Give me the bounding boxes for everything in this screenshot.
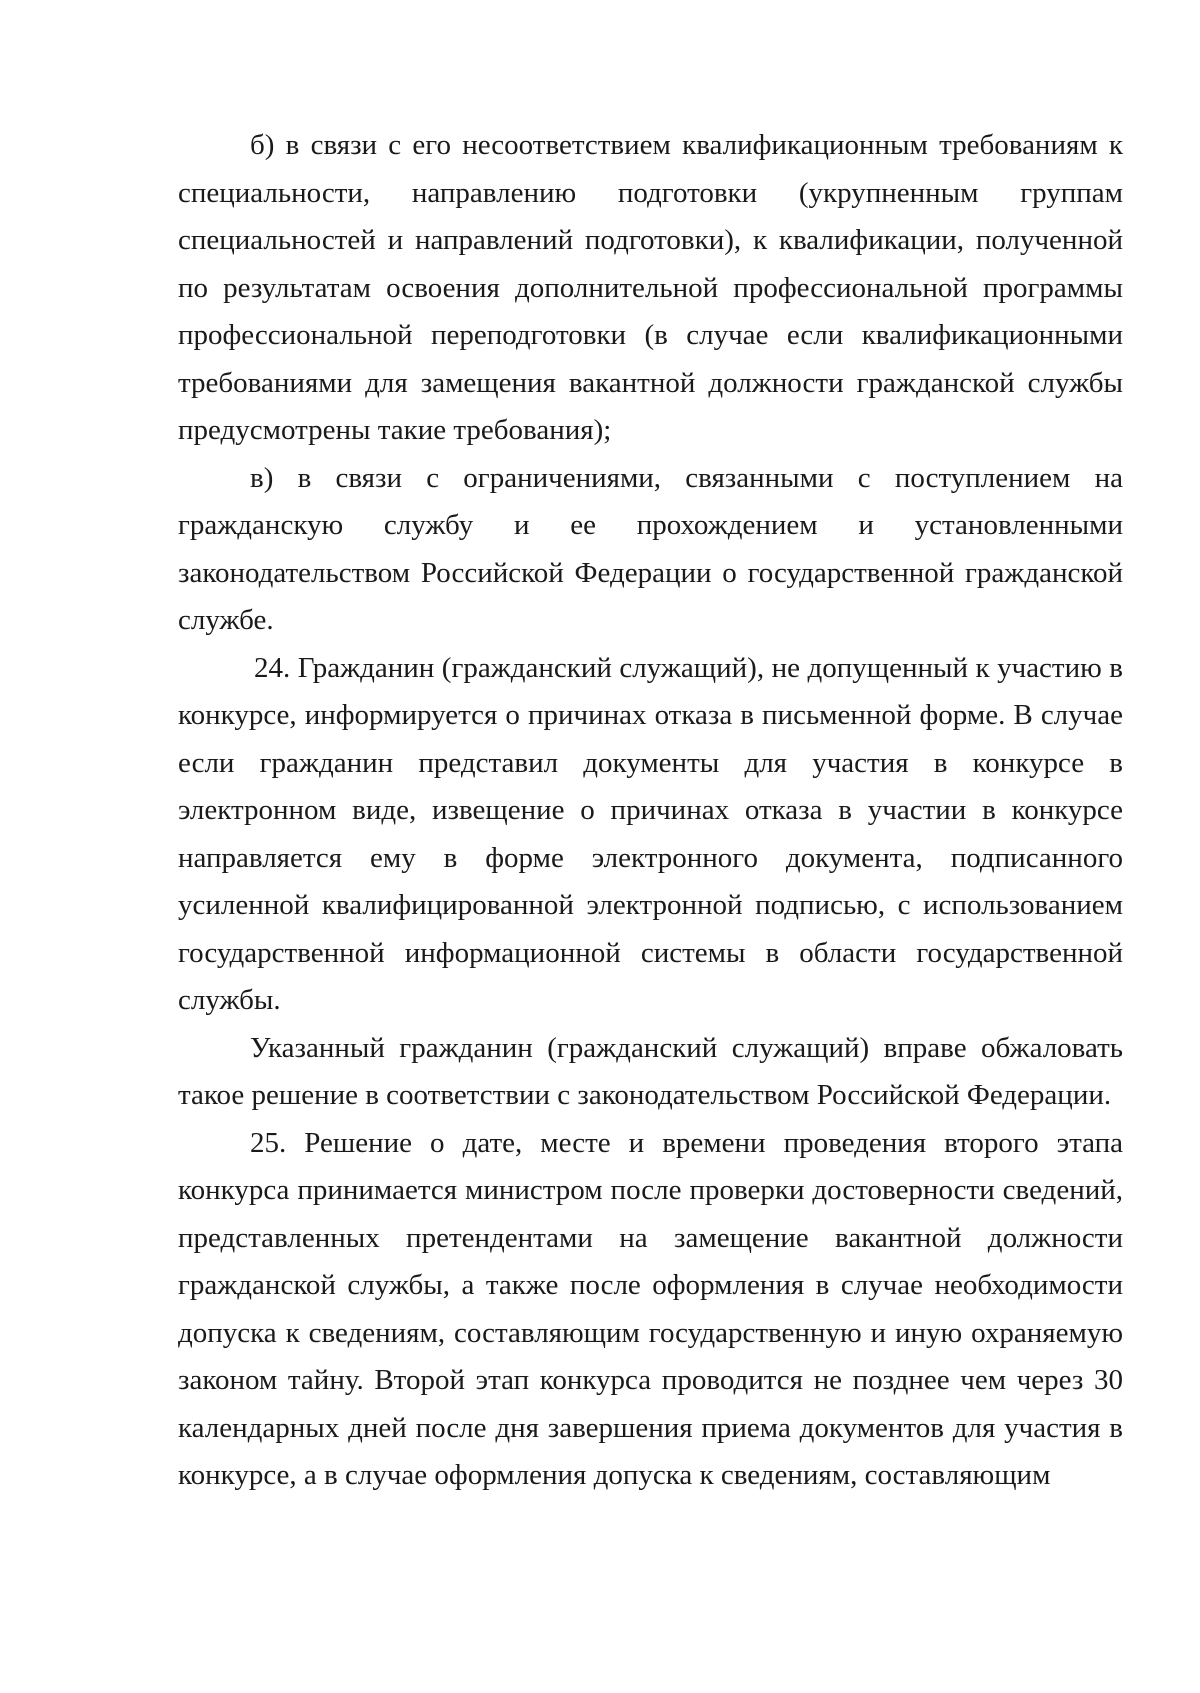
paragraph-appeal-note: Указанный гражданин (гражданский служащий) вправе обжаловать такое решение в соответствии с законодательством Российской Федерации. xyxy=(178,1031,1123,1111)
paragraph-item-b: б) в связи с его несоответствием квалификационным требованиям к специальности, направлению подготовки (укрупненным группам специальностей и направлений подготовки), к квалификации, полученной по результатам освоения дополнительной профессиональной программы профессиональной переподготовки (в случае если квалификационными требованиями для замещения вакантной должности гражданской службы предусмотрены такие требования); xyxy=(178,129,1123,446)
paragraph-clause-25: 25. Решение о дате, месте и времени проведения второго этапа конкурса принимается министром после проверки достоверности сведений, представленных претендентами на замещение вакантной должности гражданской службы, а также после оформления в случае необходимости допуска к сведениям, составляющим государственную и иную охраняемую законом тайну. Второй этап конкурса проводится не позднее чем через 30 календарных дней после дня завершения приема документов для участия в конкурсе, а в случае оформления допуска к сведениям, составляющим xyxy=(178,1126,1123,1491)
document-body xyxy=(178,122,1123,1500)
paragraph-clause-24: 24. Гражданин (гражданский служащий), не допущенный к участию в конкурсе, информируется о причинах отказа в письменной форме. В случае если гражданин представил документы для участия в конкурсе в электронном виде, извещение о причинах отказа в участии в конкурсе направляется ему в форме электронного документа, подписанного усиленной квалифицированной электронной подписью, с использованием государственной информационной системы в области государственной службы. xyxy=(178,651,1123,1016)
paragraph-item-v: в) в связи с ограничениями, связанными с поступлением на гражданскую службу и ее прохождением и установленными законодательством Российской Федерации о государственной гражданской службе. xyxy=(178,461,1123,636)
